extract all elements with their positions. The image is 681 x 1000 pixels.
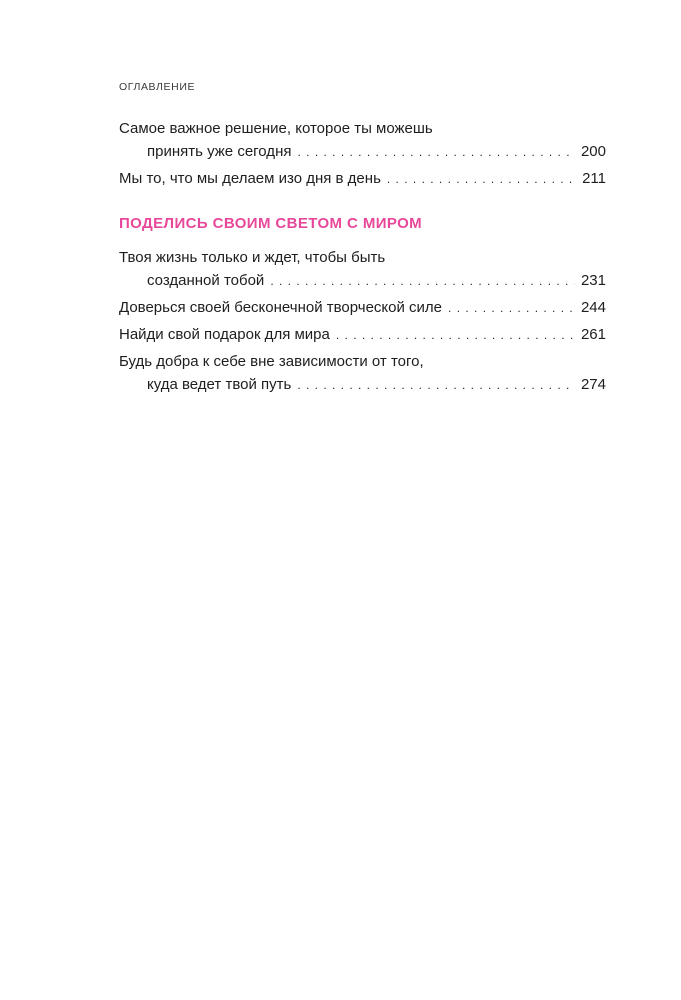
toc-page-number: 261	[580, 326, 606, 343]
toc-entry-title: Найди свой подарок для мира	[119, 326, 330, 343]
toc-page-number: 200	[580, 143, 606, 160]
toc-page-number: 231	[580, 272, 606, 289]
toc-entry[interactable]	[119, 323, 606, 347]
dot-leader	[387, 168, 576, 191]
toc-entry-title-line2: принять уже сегодня	[147, 143, 292, 160]
toc-entry-title-line2: куда ведет твой путь	[147, 376, 292, 393]
toc-entry-title-line1: Твоя жизнь только и ждет, чтобы быть	[119, 249, 386, 266]
toc-page-number: 211	[582, 170, 606, 187]
toc-page-number: 274	[580, 376, 606, 393]
dot-leader	[297, 141, 574, 164]
toc-entry[interactable]	[119, 296, 606, 320]
section-heading: ПОДЕЛИСЬ СВОИМ СВЕТОМ С МИРОМ	[119, 215, 423, 232]
toc-entry-title-line1: Самое важное решение, которое ты можешь	[119, 120, 433, 137]
dot-leader	[297, 374, 575, 397]
toc-entry[interactable]	[119, 350, 606, 397]
toc-entry[interactable]	[119, 117, 606, 164]
dot-leader	[336, 324, 575, 347]
toc-page-number: 244	[580, 299, 606, 316]
toc-entry-title-line2: созданной тобой	[147, 272, 265, 289]
toc-entry[interactable]	[119, 246, 606, 293]
dot-leader	[448, 297, 575, 320]
dot-leader	[270, 270, 575, 293]
running-head: ОГЛАВЛЕНИЕ	[119, 81, 196, 93]
toc-entry-title: Доверься своей бесконечной творческой силе	[119, 299, 443, 316]
toc-entry-title: Мы то, что мы делаем изо дня в день	[119, 170, 381, 187]
table-of-contents	[119, 117, 606, 400]
toc-entry-title-line1: Будь добра к себе вне зависимости от того,	[119, 353, 424, 370]
toc-entry[interactable]	[119, 167, 606, 191]
